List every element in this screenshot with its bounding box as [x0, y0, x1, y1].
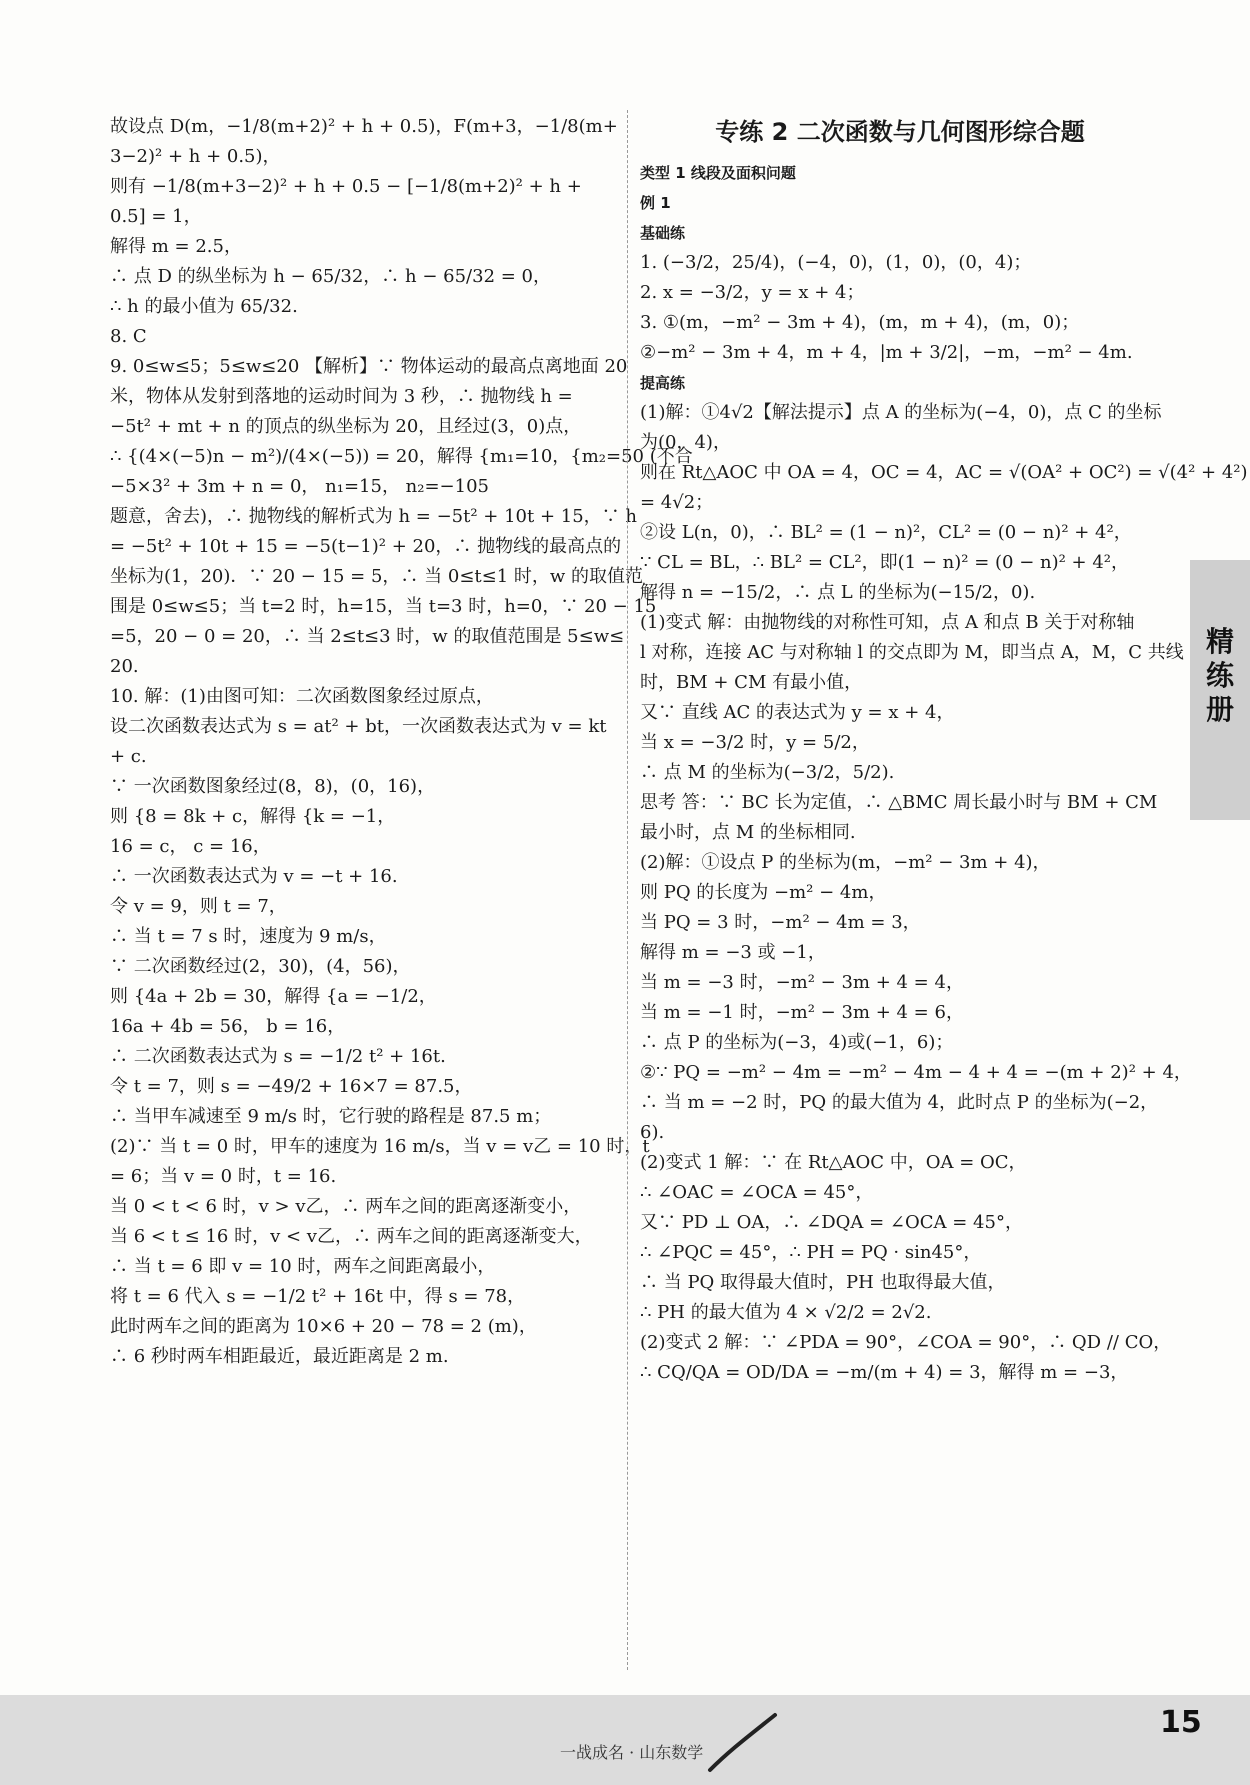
- text-line: ∵ 二次函数经过(2，30)，(4，56)，: [110, 956, 411, 977]
- text-line: (1)解：①4√2【解法提示】点 A 的坐标为(−4，0)，点 C 的坐标: [640, 402, 1162, 423]
- text-line: 解得 n = −15/2，∴ 点 L 的坐标为(−15/2，0).: [640, 582, 1036, 603]
- text-line: 故设点 D(m，−1/8(m+2)² + h + 0.5)，F(m+3，−1/8(m+: [110, 116, 618, 137]
- text-line: 此时两车之间的距离为 10×6 + 20 − 78 = 2 (m)，: [110, 1316, 537, 1337]
- text-line: = 6；当 v = 0 时，t = 16.: [110, 1166, 337, 1187]
- text-line: 题意，舍去)，∴ 抛物线的解析式为 h = −5t² + 10t + 15，∵ h: [110, 506, 637, 527]
- text-line: l 对称，连接 AC 与对称轴 l 的交点即为 M，即当点 A，M，C 共线: [640, 642, 1184, 663]
- text-line: ∴ 点 P 的坐标为(−3，4)或(−1，6)；: [640, 1032, 954, 1053]
- text-line: 1. (−3/2，25/4)，(−4，0)，(1，0)，(0，4)；: [640, 252, 1032, 273]
- text-line: ②∵ PQ = −m² − 4m = −m² − 4m − 4 + 4 = −(m + 2)² + 4，: [640, 1062, 1192, 1083]
- text-line: 又∵ PD ⊥ OA，∴ ∠DQA = ∠OCA = 45°，: [640, 1212, 1023, 1233]
- text-line: 6).: [640, 1122, 665, 1143]
- text-line: ②−m² − 3m + 4，m + 4，|m + 3/2|，−m，−m² − 4m.: [640, 342, 1133, 363]
- text-line: + c.: [110, 746, 147, 767]
- text-line: 则 {4a + 2b = 30，解得 {a = −1/2，: [110, 986, 437, 1007]
- text-line: ∴ 6 秒时两车相距最近，最近距离是 2 m.: [110, 1346, 449, 1367]
- text-line: 16 = c， c = 16，: [110, 836, 271, 857]
- text-line: ∴ ∠PQC = 45°，∴ PH = PQ · sin45°，: [640, 1242, 982, 1263]
- text-line: 3−2)² + h + 0.5)，: [110, 146, 281, 167]
- text-line: 为(0，4)，: [640, 432, 731, 453]
- text-line: (2)解：①设点 P 的坐标为(m，−m² − 3m + 4)，: [640, 852, 1051, 873]
- text-line: 当 m = −1 时，−m² − 3m + 4 = 6，: [640, 1002, 964, 1023]
- text-line: 8. C: [110, 326, 147, 347]
- text-line: 解得 m = −3 或 −1，: [640, 942, 826, 963]
- text-line: 16a + 4b = 56， b = 16，: [110, 1016, 346, 1037]
- text-line: ∴ CQ/QA = OD/DA = −m/(m + 4) = 3，解得 m = −3，: [640, 1362, 1129, 1383]
- text-line: ∴ 二次函数表达式为 s = −1/2 t² + 16t.: [110, 1046, 446, 1067]
- text-line: 令 t = 7，则 s = −49/2 + 16×7 = 87.5，: [110, 1076, 473, 1097]
- text-line: 9. 0≤w≤5；5≤w≤20 【解析】∵ 物体运动的最高点离地面 20: [110, 356, 628, 377]
- text-line: 则 {8 = 8k + c，解得 {k = −1，: [110, 806, 396, 827]
- text-line: 思考 答：∵ BC 长为定值，∴ △BMC 周长最小时与 BM + CM: [640, 792, 1158, 813]
- text-line: 当 x = −3/2 时，y = 5/2，: [640, 732, 870, 753]
- text-line: ∴ 当 t = 6 即 v = 10 时，两车之间距离最小，: [110, 1256, 496, 1277]
- text-line: ∴ 点 D 的纵坐标为 h − 65/32，∴ h − 65/32 = 0，: [110, 266, 551, 287]
- text-line: ∴ 点 M 的坐标为(−3/2，5/2).: [640, 762, 895, 783]
- text-line: ∴ h 的最小值为 65/32.: [110, 296, 298, 317]
- text-line: = −5t² + 10t + 15 = −5(t−1)² + 20，∴ 抛物线的最高点的: [110, 536, 622, 557]
- pen-stroke-icon: [700, 1710, 780, 1780]
- section-title: 专练 2 二次函数与几何图形综合题: [715, 118, 1085, 146]
- text-line: ∴ 一次函数表达式为 v = −t + 16.: [110, 866, 398, 887]
- text-line: 则在 Rt△AOC 中 OA = 4，OC = 4，AC = √(OA² + OC²) = √(4² + 4²): [640, 462, 1248, 483]
- text-line: 则有 −1/8(m+3−2)² + h + 0.5 − [−1/8(m+2)² + h +: [110, 176, 582, 197]
- text-line: ∴ 当甲车减速至 9 m/s 时，它行驶的路程是 87.5 m；: [110, 1106, 552, 1127]
- text-line: =5，20 − 0 = 20，∴ 当 2≤t≤3 时，w 的取值范围是 5≤w≤: [110, 626, 625, 647]
- text-line: 0.5] = 1，: [110, 206, 202, 227]
- text-line: (2)变式 1 解：∵ 在 Rt△AOC 中，OA = OC，: [640, 1152, 1027, 1173]
- text-line: 3. ①(m，−m² − 3m + 4)，(m，m + 4)，(m，0)；: [640, 312, 1080, 333]
- text-line: ∵ 一次函数图象经过(8，8)，(0，16)，: [110, 776, 436, 797]
- text-line: 时，BM + CM 有最小值，: [640, 672, 863, 693]
- text-line: 2. x = −3/2，y = x + 4；: [640, 282, 865, 303]
- text-line: 当 0 < t < 6 时，v > v乙，∴ 两车之间的距离逐渐变小，: [110, 1196, 582, 1217]
- text-line: ∴ 当 t = 7 s 时，速度为 9 m/s，: [110, 926, 387, 947]
- text-line: 类型 1 线段及面积问题: [640, 164, 796, 182]
- text-line: −5×3² + 3m + n = 0， n₁=15， n₂=−105: [110, 476, 489, 497]
- page-number: 15: [1160, 1705, 1202, 1740]
- text-line: ∴ {(4×(−5)n − m²)/(4×(−5)) = 20，解得 {m₁=10，{m₂=50 (不合: [110, 446, 693, 467]
- text-line: 米，物体从发射到落地的运动时间为 3 秒，∴ 抛物线 h =: [110, 386, 573, 407]
- text-line: ②设 L(n，0)，∴ BL² = (1 − n)²，CL² = (0 − n)² + 4²，: [640, 522, 1132, 543]
- text-line: 令 v = 9，则 t = 7，: [110, 896, 287, 917]
- text-line: 则 PQ 的长度为 −m² − 4m，: [640, 882, 887, 903]
- text-line: 10. 解：(1)由图可知：二次函数图象经过原点，: [110, 686, 494, 707]
- text-line: ∵ CL = BL，∴ BL² = CL²，即(1 − n)² = (0 − n)² + 4²，: [640, 552, 1130, 573]
- side-tab-label: 精练册: [1205, 625, 1234, 726]
- text-line: (1)变式 解：由抛物线的对称性可知，点 A 和点 B 关于对称轴: [640, 612, 1135, 633]
- text-line: 又∵ 直线 AC 的表达式为 y = x + 4，: [640, 702, 955, 723]
- text-line: 当 PQ = 3 时，−m² − 4m = 3，: [640, 912, 921, 933]
- text-line: = 4√2；: [640, 492, 714, 513]
- text-line: 设二次函数表达式为 s = at² + bt，一次函数表达式为 v = kt: [110, 716, 607, 737]
- text-line: −5t² + mt + n 的顶点的纵坐标为 20，且经过(3，0)点，: [110, 416, 582, 437]
- text-line: ∴ 当 m = −2 时，PQ 的最大值为 4，此时点 P 的坐标为(−2，: [640, 1092, 1159, 1113]
- text-line: 基础练: [640, 224, 686, 242]
- text-line: (2)变式 2 解：∵ ∠PDA = 90°，∠COA = 90°，∴ QD // CO，: [640, 1332, 1172, 1353]
- text-line: 围是 0≤w≤5；当 t=2 时，h=15，当 t=3 时，h=0，∵ 20 − 15: [110, 596, 657, 617]
- text-line: 将 t = 6 代入 s = −1/2 t² + 16t 中，得 s = 78，: [110, 1286, 526, 1307]
- text-line: ∴ 当 PQ 取得最大值时，PH 也取得最大值，: [640, 1272, 1006, 1293]
- text-line: 解得 m = 2.5，: [110, 236, 242, 257]
- text-line: 坐标为(1，20)．∵ 20 − 15 = 5，∴ 当 0≤t≤1 时，w 的取值范: [110, 566, 644, 587]
- text-line: 当 6 < t ≤ 16 时，v < v乙，∴ 两车之间的距离逐渐变大，: [110, 1226, 593, 1247]
- text-line: (2)∵ 当 t = 0 时，甲车的速度为 16 m/s，当 v = v乙 = 10 时，t: [110, 1136, 650, 1157]
- text-line: ∴ ∠OAC = ∠OCA = 45°，: [640, 1182, 874, 1203]
- text-line: 提高练: [640, 374, 686, 392]
- text-line: 当 m = −3 时，−m² − 3m + 4 = 4，: [640, 972, 964, 993]
- text-line: ∴ PH 的最大值为 4 × √2/2 = 2√2.: [640, 1302, 932, 1323]
- column-divider: [627, 110, 628, 1670]
- text-line: 20.: [110, 656, 139, 677]
- footer-text: 一战成名 · 山东数学: [560, 1743, 704, 1762]
- text-line: 最小时，点 M 的坐标相同.: [640, 822, 856, 843]
- text-line: 例 1: [640, 194, 671, 212]
